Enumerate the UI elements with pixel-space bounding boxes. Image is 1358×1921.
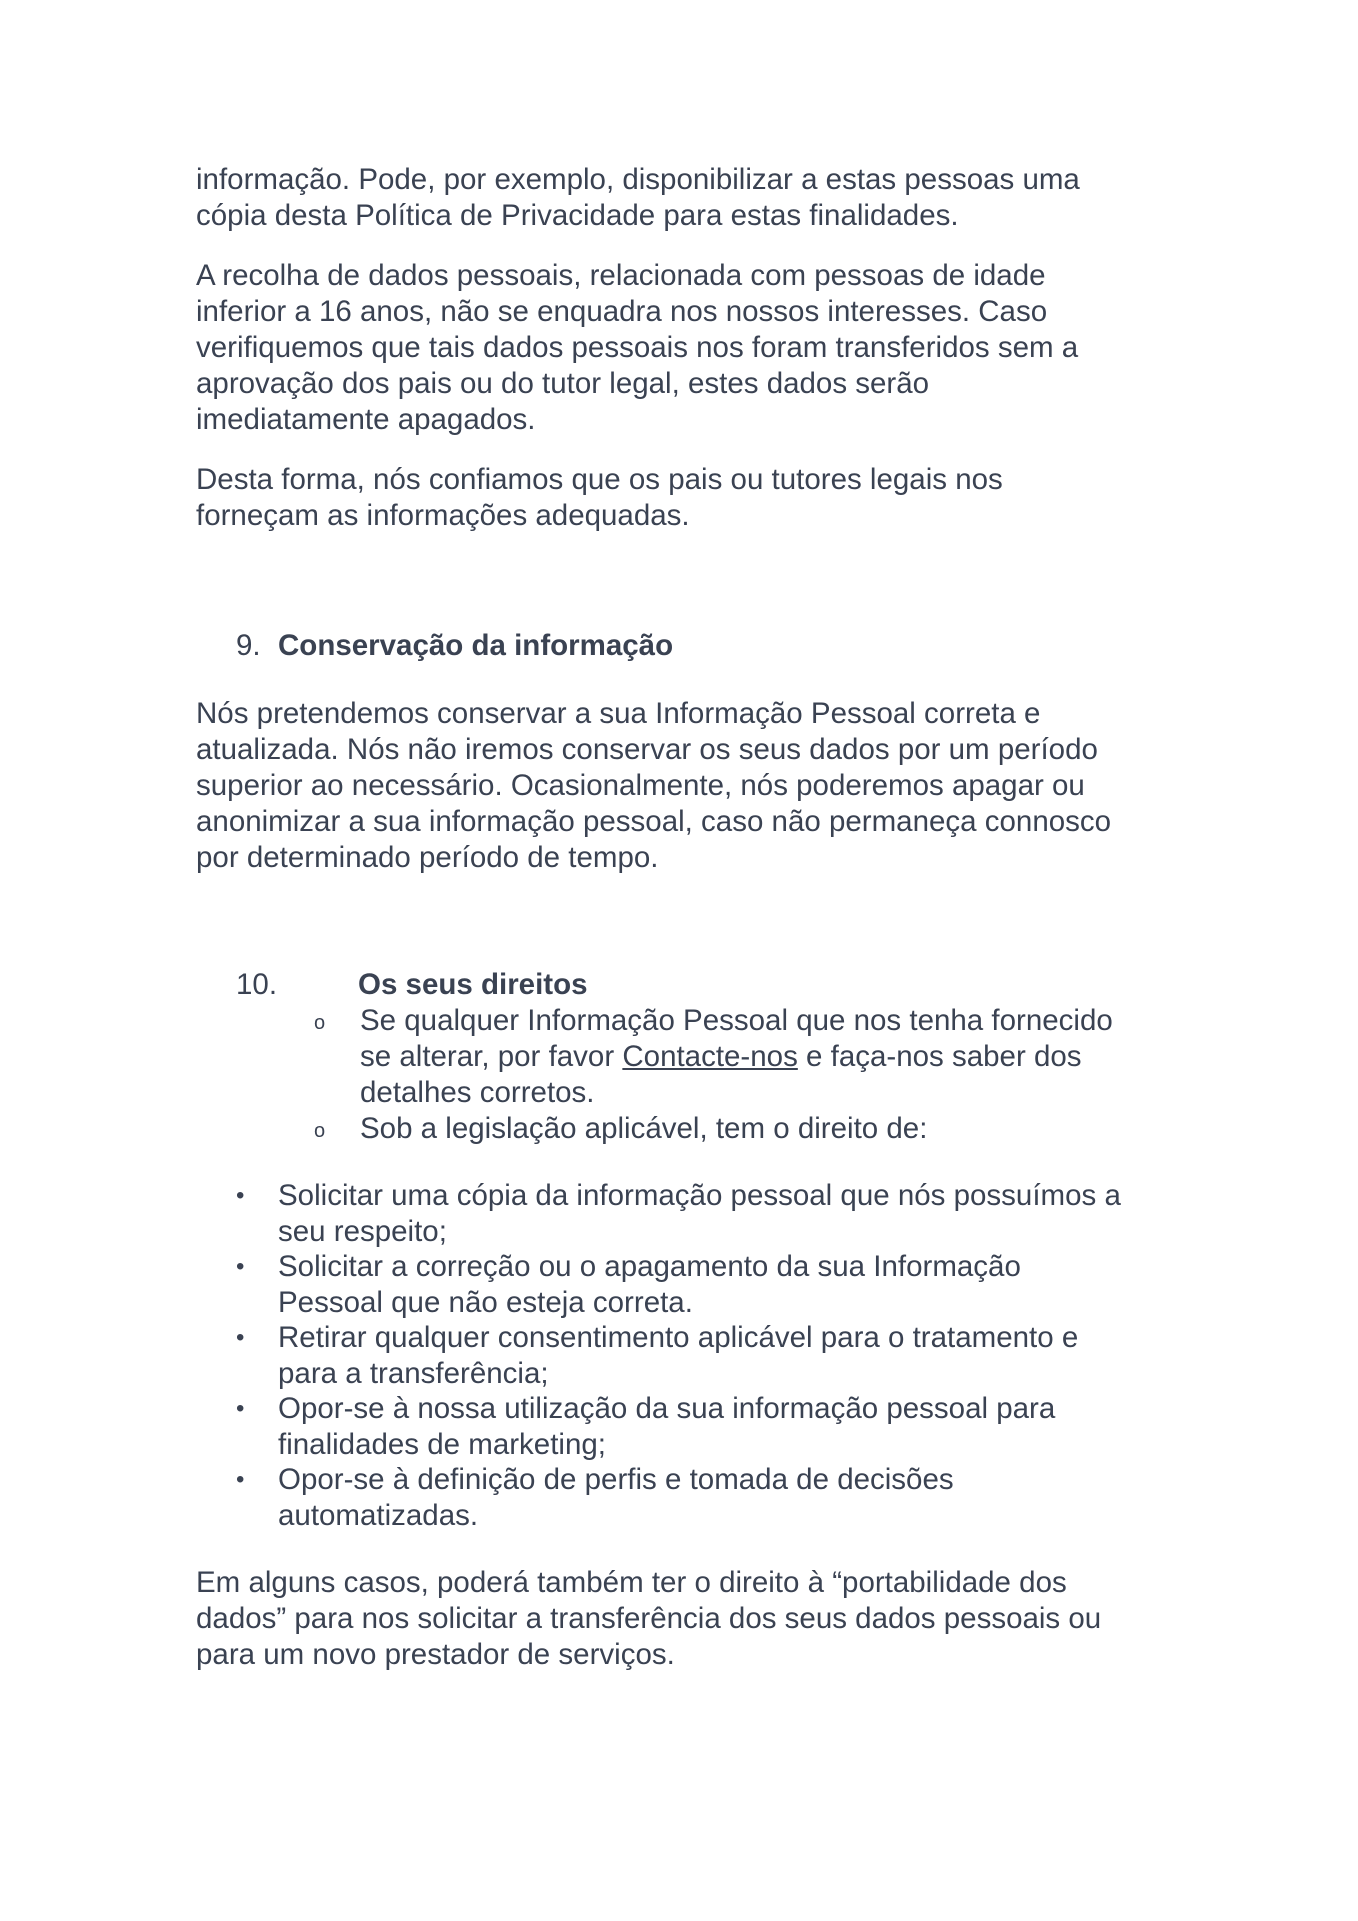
text-line: verifiquemos que tais dados pessoais nos foram transferidos sem a [196, 331, 1079, 364]
paragraph-intro-3 [196, 462, 1196, 534]
text-line: atualizada. Nós não iremos conservar os seus dados por um período [196, 733, 1098, 766]
text-line: anonimizar a sua informação pessoal, caso não permaneça connosco [196, 805, 1112, 838]
text-line: seu respeito; [278, 1215, 447, 1248]
circle-bullet-icon: o [314, 1120, 326, 1142]
text-line: Solicitar uma cópia da informação pessoal que nós possuímos a [278, 1179, 1121, 1212]
text-line [360, 1039, 1113, 1075]
section-title: Os seus direitos [358, 968, 588, 1001]
text-line: Desta forma, nós confiamos que os pais ou tutores legais nos [196, 463, 1003, 496]
text-line: cópia desta Política de Privacidade para estas finalidades. [196, 199, 959, 232]
text-line: para um novo prestador de serviços. [196, 1638, 675, 1671]
section-9-paragraph [196, 696, 1196, 876]
bullet-icon: • [236, 1182, 245, 1209]
text-line: por determinado período de tempo. [196, 841, 659, 874]
text-line: Se qualquer Informação Pessoal que nos tenha fornecido [360, 1004, 1113, 1037]
text-line: Retirar qualquer consentimento aplicável para o tratamento e [278, 1321, 1079, 1354]
contact-us-link[interactable]: Contacte-nos [622, 1040, 798, 1073]
text-line: Sob a legislação aplicável, tem o direito de: [360, 1112, 928, 1145]
closing-paragraph [196, 1565, 1196, 1673]
text-fragment: se alterar, por favor [360, 1040, 623, 1073]
section-number: 9. [236, 629, 261, 662]
text-line: detalhes corretos. [360, 1076, 595, 1109]
text-line: Pessoal que não esteja correta. [278, 1286, 693, 1319]
text-line: aprovação dos pais ou do tutor legal, estes dados serão [196, 367, 930, 400]
text-line: Nós pretendemos conservar a sua Informação Pessoal correta e [196, 697, 1041, 730]
section-title: Conservação da informação [278, 629, 674, 662]
bullet-icon: • [236, 1324, 245, 1351]
text-line: imediatamente apagados. [196, 403, 536, 436]
text-line: forneçam as informações adequadas. [196, 499, 690, 532]
bullet-icon: • [236, 1395, 245, 1422]
text-line: dados” para nos solicitar a transferência dos seus dados pessoais ou [196, 1602, 1102, 1635]
text-line: informação. Pode, por exemplo, disponibilizar a estas pessoas uma [196, 163, 1080, 196]
bullet-icon: • [236, 1253, 245, 1280]
paragraph-intro-2 [196, 258, 1196, 438]
paragraph-intro-1 [196, 162, 1196, 234]
list-item-text [278, 1249, 1021, 1321]
text-line: superior ao necessário. Ocasionalmente, nós poderemos apagar ou [196, 769, 1085, 802]
list-item-text [278, 1462, 954, 1534]
text-fragment: e faça-nos saber dos [797, 1040, 1082, 1073]
text-line: inferior a 16 anos, não se enquadra nos nossos interesses. Caso [196, 295, 1048, 328]
text-line: A recolha de dados pessoais, relacionada com pessoas de idade [196, 259, 1046, 292]
text-line: Solicitar a correção ou o apagamento da sua Informação [278, 1250, 1021, 1283]
text-line: Em alguns casos, poderá também ter o direito à “portabilidade dos [196, 1566, 1067, 1599]
list-item-text [278, 1320, 1078, 1392]
circle-bullet-icon: o [314, 1012, 326, 1034]
section-number: 10. [236, 968, 278, 1001]
text-line: para a transferência; [278, 1357, 549, 1390]
text-line: finalidades de marketing; [278, 1428, 606, 1461]
text-line: Opor-se à nossa utilização da sua informação pessoal para [278, 1392, 1056, 1425]
list-item-text [278, 1178, 1121, 1250]
text-line: Opor-se à definição de perfis e tomada de decisões [278, 1463, 954, 1496]
text-line: automatizadas. [278, 1499, 479, 1532]
bullet-icon: • [236, 1466, 245, 1493]
sub-item-text [360, 1003, 1113, 1111]
sub-item-text [360, 1111, 927, 1147]
list-item-text [278, 1391, 1055, 1463]
